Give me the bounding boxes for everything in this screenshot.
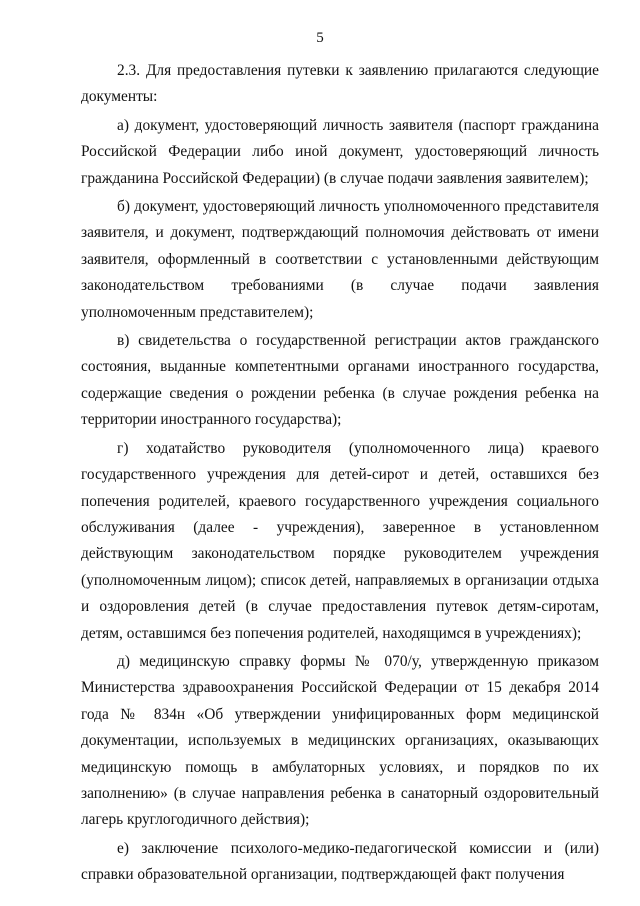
paragraph-2-3-intro: 2.3. Для предоставления путевки к заявлению прилагаются следующие документы: (81, 62, 599, 106)
paragraph-item-e: е) заключение психолого-медико-педагогической комиссии и (или) справки образовательной организации, подтверждающей факт получения (81, 839, 599, 884)
page-number: 5 (316, 30, 324, 46)
paragraph-item-v: в) свидетельства о государственной регистрации актов гражданского состояния, выданные компетентными органами иностранного государства, содержащие сведения о рождении ребенка (в случае рождения ребенка на территории иностранного государства); (81, 332, 599, 429)
paragraph-item-d: д) медицинскую справку формы № 070/у, утвержденную приказом Министерства здравоохранения Российской Федерации от 15 декабря 2014 года № 834н «Об утверждении унифицированных форм медицинской документации, используемых в медицинских организациях, оказывающих медицинскую помощь в амбулаторных условиях, и порядков по их заполнению» (в случае направления ребенка в санаторный оздоровительный лагерь круглогодичного действия); (81, 652, 599, 829)
paragraph-item-b: б) документ, удостоверяющий личность уполномоченного представителя заявителя, и документ, подтверждающий полномочия действовать от имени заявителя, оформленный в соответствии с установленными действующим законодательством требованиями (в случае подачи заявления уполномоченным представителем); (81, 198, 599, 321)
paragraph-item-g: г) ходатайство руководителя (уполномоченного лица) краевого государственного учреждения для детей-сирот и детей, оставшихся без попечения родителей, краевого государственного учреждения социального обслуживания (далее - учреждения), заверенное в установленном действующим законодательством порядке руководителем учреждения (уполномоченным лицом); список детей, направляемых в организации отдыха и оздоровления детей (в случае предоставления путевок детям-сиротам, детям, оставшимся без попечения родителей, находящимся в учреждениях); (81, 439, 599, 642)
paragraph-item-a: а) документ, удостоверяющий личность заявителя (паспорт гражданина Российской Федерации либо иной документ, удостоверяющий личность гражданина Российской Федерации) (в случае подачи заявления заявителем); (81, 116, 599, 187)
document-body (81, 58, 599, 891)
